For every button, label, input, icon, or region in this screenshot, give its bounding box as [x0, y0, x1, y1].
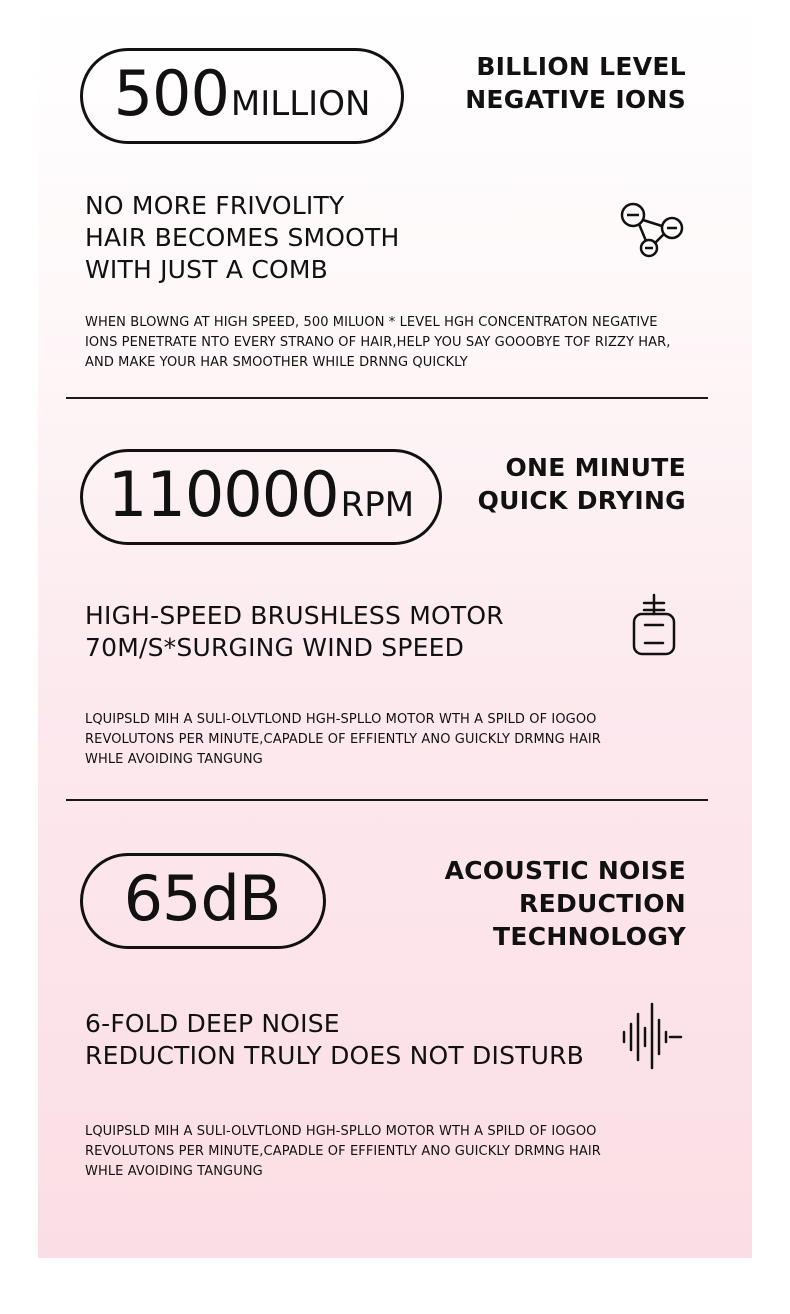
feature-title: [445, 854, 686, 953]
description-line: IONS PENETRATE NTO EVERY STRANO OF HAIR,HELP YOU SAY GOOOBYE TOF RIZZY HAR,: [85, 335, 671, 350]
description-line: AND MAKE YOUR HAR SMOOTHER WHILE DRNNG QUICKLY: [85, 355, 468, 370]
subtitle-line: 70M/S*SURGING WIND SPEED: [85, 633, 465, 662]
subtitle-line: NO MORE FRIVOLITY: [85, 191, 345, 220]
stat-value: 110000: [107, 458, 339, 531]
subtitle-line: HIGH-SPEED BRUSHLESS MOTOR: [85, 601, 504, 630]
section-divider: [66, 799, 708, 801]
description-line: WHLE AVOIDING TANGUNG: [85, 1164, 263, 1179]
feature-title-line: ONE MINUTE: [505, 453, 686, 482]
description-line: REVOLUTONS PER MINUTE,CAPADLE OF EFFIENTLY ANO GUICKLY DRMNG HAIR: [85, 1144, 601, 1159]
feature-title-line: BILLION LEVEL: [476, 52, 686, 81]
sound-wave-icon: [620, 1002, 684, 1070]
negative-ions-icon: [618, 200, 686, 262]
stat-pill-rpm: [80, 449, 442, 545]
feature-title-line: ACOUSTIC NOISE: [444, 856, 686, 885]
subtitle-line: REDUCTION TRULY DOES NOT DISTURB: [85, 1041, 585, 1070]
subtitle-line: WITH JUST A COMB: [85, 255, 328, 284]
description-line: WHLE AVOIDING TANGUNG: [85, 752, 263, 767]
section-divider: [66, 397, 708, 399]
description-line: WHEN BLOWNG AT HIGH SPEED, 500 MILUON * LEVEL HGH CONCENTRATON NEGATIVE: [85, 315, 658, 330]
feature-subtitle: [85, 190, 400, 286]
feature-description: [85, 313, 705, 373]
stat-unit: RPM: [340, 485, 415, 525]
motor-icon: [628, 592, 680, 658]
subtitle-line: HAIR BECOMES SMOOTH: [85, 223, 400, 252]
subtitle-line: 6-FOLD DEEP NOISE: [85, 1009, 340, 1038]
stat-value: 500: [113, 57, 229, 130]
feature-title: [465, 50, 686, 116]
feature-description: [85, 710, 705, 770]
description-line: REVOLUTONS PER MINUTE,CAPADLE OF EFFIENTLY ANO GUICKLY DRMNG HAIR: [85, 732, 601, 747]
stat-pill-noise: [80, 853, 326, 949]
feature-subtitle: [85, 600, 504, 664]
feature-title-line: REDUCTION: [519, 889, 686, 918]
feature-title-line: QUICK DRYING: [477, 486, 686, 515]
feature-subtitle: [85, 1008, 584, 1072]
description-line: LQUIPSLD MIH A SULI-OLVTLOND HGH-SPLLO MOTOR WTH A SPILD OF IOGOO: [85, 1124, 597, 1139]
feature-title: [478, 451, 686, 517]
feature-description: [85, 1122, 705, 1182]
feature-title-line: NEGATIVE IONS: [465, 85, 686, 114]
feature-title-line: TECHNOLOGY: [493, 922, 686, 951]
stat-value: 65dB: [123, 862, 281, 935]
stat-pill-ions: [80, 48, 404, 144]
description-line: LQUIPSLD MIH A SULI-OLVTLOND HGH-SPLLO MOTOR WTH A SPILD OF IOGOO: [85, 712, 597, 727]
stat-unit: MILLION: [230, 84, 371, 124]
